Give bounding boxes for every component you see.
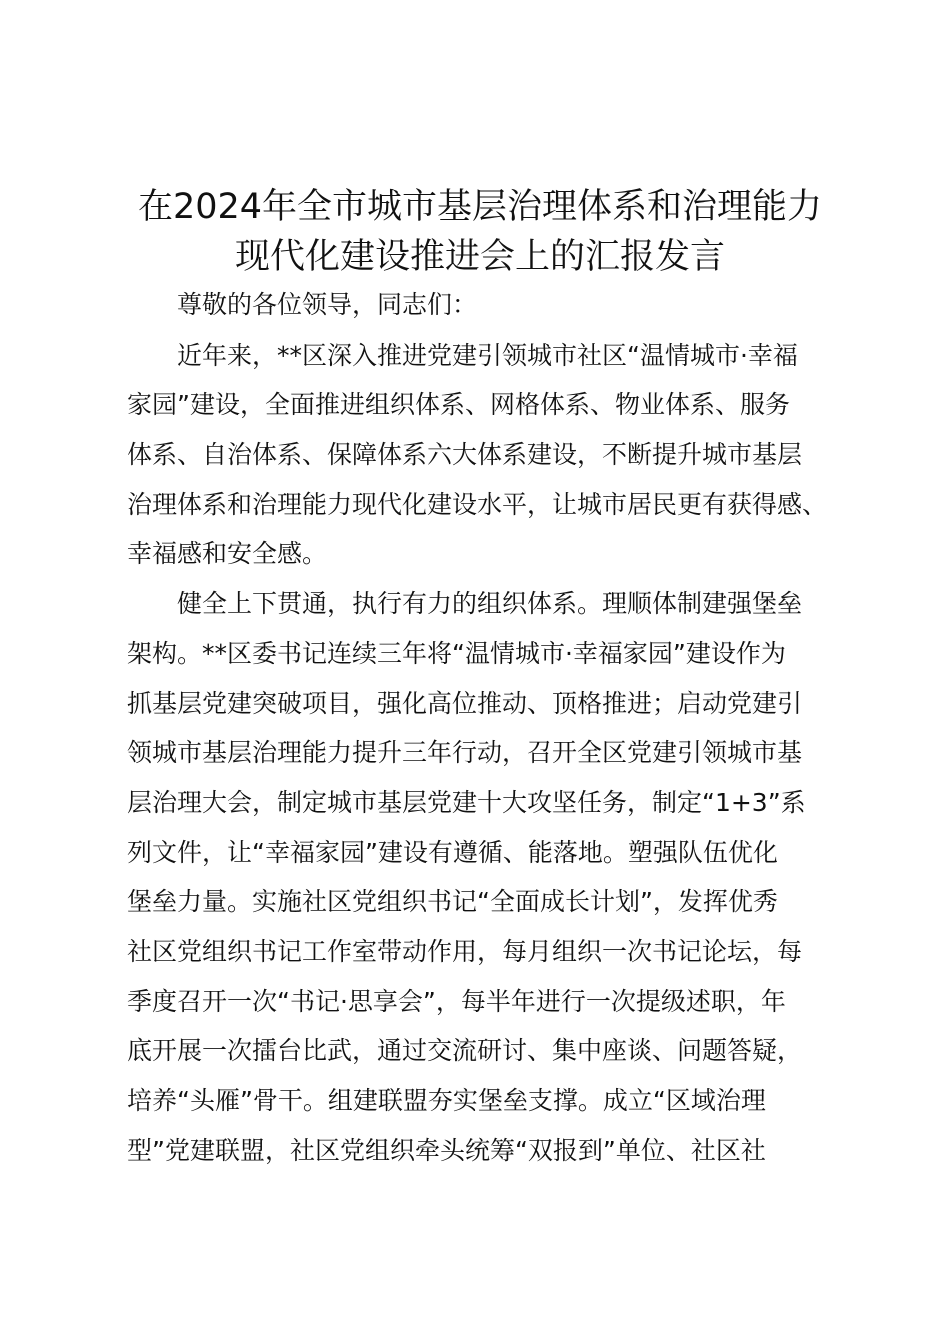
body-line: 层治理大会，制定城市基层党建十大攻坚任务，制定“1+3”系 [127, 788, 806, 817]
body-line: 型”党建联盟，社区党组织牵头统筹“双报到”单位、社区社 [127, 1136, 766, 1165]
body-line: 幸福感和安全感。 [127, 539, 328, 568]
body-line: 底开展一次擂台比武，通过交流研讨、集中座谈、问题答疑， [127, 1036, 803, 1065]
body-line: 近年来，**区深入推进党建引领城市社区“温情城市·幸福 [127, 341, 798, 370]
document-title-line-2: 现代化建设推进会上的汇报发言 [234, 237, 725, 277]
document-title-line-1: 在2024年全市城市基层治理体系和治理能力 [137, 187, 823, 227]
body-line: 堡垒力量。实施社区党组织书记“全面成长计划”，发挥优秀 [127, 887, 778, 916]
body-line: 领城市基层治理能力提升三年行动，召开全区党建引领城市基 [127, 738, 803, 767]
body-line: 社区党组织书记工作室带动作用，每月组织一次书记论坛，每 [127, 937, 803, 966]
salutation: 尊敬的各位领导，同志们： [127, 290, 478, 319]
body-line: 培养“头雁”骨干。组建联盟夯实堡垒支撑。成立“区域治理 [127, 1086, 766, 1115]
body-line: 体系、自治体系、保障体系六大体系建设，不断提升城市基层 [127, 440, 803, 469]
body-line: 健全上下贯通，执行有力的组织体系。理顺体制建强堡垒 [127, 589, 803, 618]
body-line: 季度召开一次“书记·思享会”，每半年进行一次提级述职，年 [127, 987, 786, 1016]
body-line: 抓基层党建突破项目，强化高位推动、顶格推进；启动党建引 [127, 689, 803, 718]
body-line: 架构。**区委书记连续三年将“温情城市·幸福家园”建设作为 [127, 639, 786, 668]
body-line: 列文件，让“幸福家园”建设有遵循、能落地。塑强队伍优化 [127, 838, 778, 867]
body-line: 家园”建设，全面推进组织体系、网格体系、物业体系、服务 [127, 390, 790, 419]
body-line: 治理体系和治理能力现代化建设水平，让城市居民更有获得感、 [127, 490, 828, 519]
